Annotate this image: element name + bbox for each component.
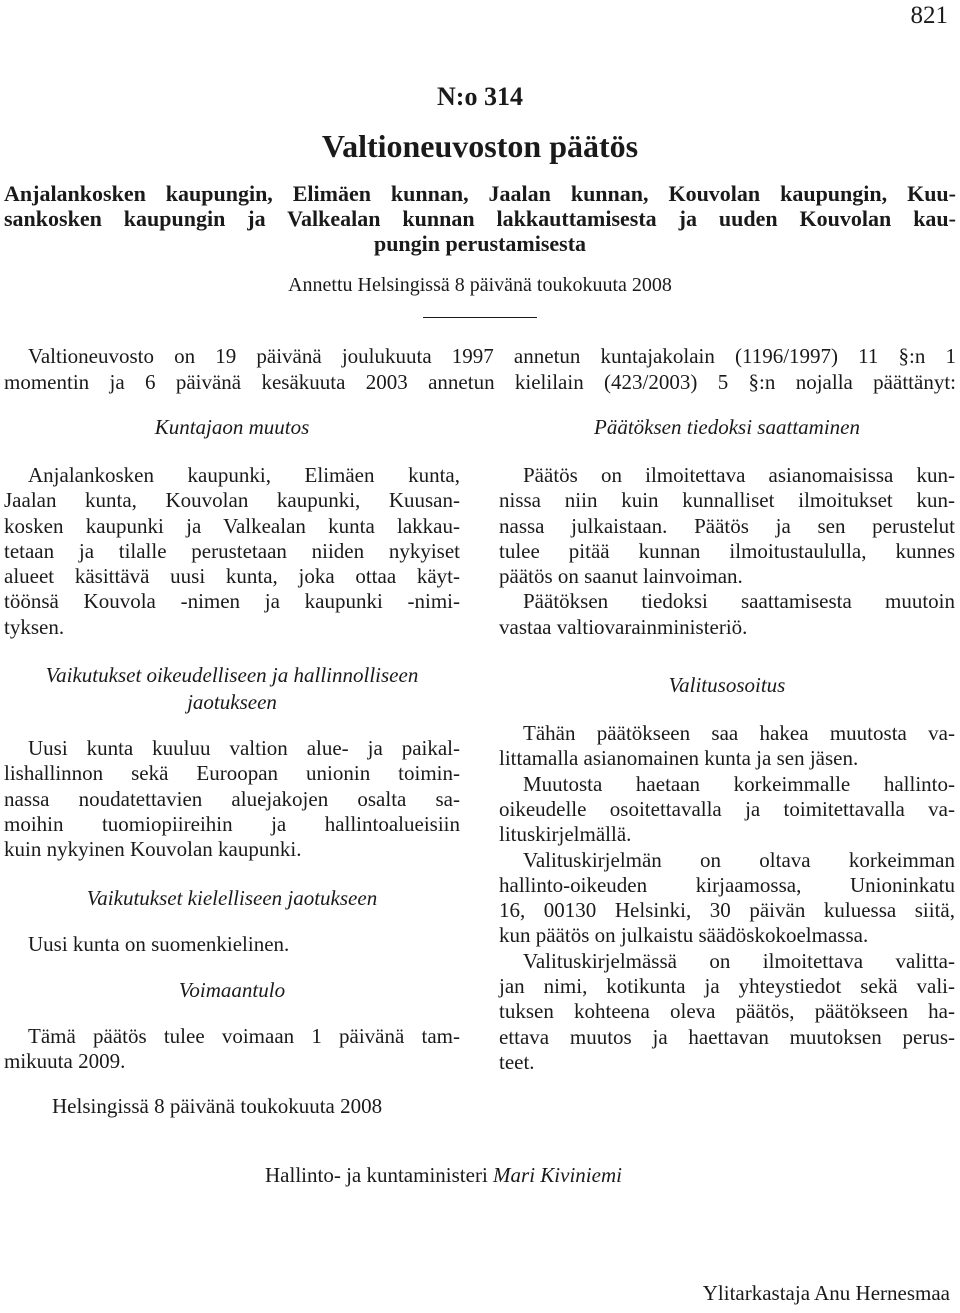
preamble-line: Valtioneuvosto on 19 päivänä joulukuuta 1997 annetun kuntajakolain (1196/1997) 11 §:n 1 [28, 344, 956, 368]
text-line: 16, 00130 Helsinki, 30 päivän kuluessa siitä, [499, 898, 955, 923]
statute-number: N:o 314 [437, 82, 523, 111]
section-heading-vaikutukset-hallinnolliseen [4, 662, 460, 716]
subject-line: Anjalankosken kaupungin, Elimäen kunnan, Jaalan kunnan, Kouvolan kaupungin, Kuu- [4, 181, 956, 206]
text-line: Tämä päätös tulee voimaan 1 päivänä tam- [28, 1023, 460, 1048]
text-line: nassa noudatettavien aluejakojen osalta sa- [4, 786, 460, 811]
section-heading-kuntajaon-muutos: Kuntajaon muutos [154, 415, 310, 439]
text-line: tuksen kohteena oleva päätös, päätökseen ha- [499, 999, 955, 1024]
paragraph-valitus-2 [499, 772, 955, 848]
paragraph-voimaantulo [4, 1024, 460, 1075]
paragraph-kielellinen [4, 932, 460, 957]
given-line: Annettu Helsingissä 8 päivänä toukokuuta 2008 [288, 274, 672, 296]
text-line: nissa niin kuin kunnalliset ilmoitukset kun- [499, 488, 955, 513]
text-line: alueet käsittävä uusi kunta, joka ottaa käyt- [4, 564, 460, 589]
text-line: kuin nykyinen Kouvolan kaupunki. [4, 837, 302, 862]
text-line: Tähän päätökseen saa hakea muutosta va- [523, 721, 955, 746]
document-subject [4, 181, 956, 256]
text-line: tulee pitää kunnan ilmoitustaululla, kunnes [499, 538, 955, 563]
signature-minister [265, 1163, 622, 1188]
paragraph-vaikutukset-hallinnolliseen [4, 736, 460, 862]
text-line: kun päätös on julkaistu säädöskokoelmassa. [499, 923, 869, 948]
document-type-title: Valtioneuvoston päätös [321, 128, 639, 164]
signatory-name: Mari Kiviniemi [493, 1163, 622, 1187]
text-line: Muutosta haetaan korkeimmalle hallinto- [523, 771, 955, 796]
text-line: tetaan ja tilalle perustetaan niiden nykyiset [4, 538, 460, 563]
right-column [499, 414, 955, 1075]
paragraph-valitus-1 [499, 721, 955, 772]
text-line: nassa julkaistaan. Päätös ja sen perustelut [499, 513, 955, 538]
section-heading-voimaantulo: Voimaantulo [178, 977, 286, 1002]
text-line: päätös on saanut lainvoiman. [499, 564, 743, 589]
text-line: tyksen. [4, 614, 65, 639]
heading-line: Vaikutukset oikeudelliseen ja hallinnolliseen [45, 663, 419, 688]
text-line: Valituskirjelmän on oltava korkeimman [523, 847, 955, 872]
text-line: Anjalankosken kaupunki, Elimäen kunta, [28, 463, 460, 487]
signature-inspector: Ylitarkastaja Anu Hernesmaa [702, 1281, 950, 1305]
text-line: vastaa valtiovarainministeriö. [499, 614, 748, 639]
section-heading-kielellinen: Vaikutukset kielelliseen jaotukseen [86, 885, 378, 910]
text-line: Päätös on ilmoitettava asianomaisissa kun- [523, 463, 955, 487]
left-column [4, 414, 460, 1074]
signatory-title: Hallinto- ja kuntaministeri [265, 1163, 488, 1187]
subject-line: pungin perustamisesta [373, 231, 587, 256]
text-line: oikeudelle osoitettavalla ja toimitettavalla va- [499, 796, 955, 821]
text-line: teet. [499, 1049, 535, 1074]
paragraph-tiedoksi-2 [499, 589, 955, 640]
text-line: Uusi kunta kuuluu valtion alue- ja paikal- [28, 736, 460, 761]
text-line: littamalla asianomainen kunta ja sen jäsen. [499, 746, 859, 771]
text-line: Uusi kunta on suomenkielinen. [28, 931, 290, 956]
text-line: lishallinnon sekä Euroopan unionin toimin- [4, 761, 460, 786]
separator-rule [423, 317, 537, 318]
section-heading-valitusosoitus: Valitusosoitus [668, 673, 786, 698]
place-and-date: Helsingissä 8 päivänä toukokuuta 2008 [52, 1094, 383, 1118]
paragraph-kuntajaon-muutos [4, 463, 460, 640]
text-line: ettava muutos ja haettavan muutoksen perus- [499, 1024, 955, 1049]
text-line: jan nimi, kotikunta ja yhteystiedot sekä vali- [499, 974, 955, 999]
text-line: kosken kaupunki ja Valkealan kunta lakkau- [4, 513, 460, 538]
text-line: Päätöksen tiedoksi saattamisesta muutoin [523, 589, 955, 614]
paragraph-valitus-4 [499, 949, 955, 1075]
text-line: Jaalan kunta, Kouvolan kaupunki, Kuusan- [4, 488, 460, 513]
paragraph-valitus-3 [499, 848, 955, 949]
subject-line: sankosken kaupungin ja Valkealan kunnan lakkauttamisesta ja uuden Kouvolan kau- [4, 206, 956, 231]
text-line: töönsä Kouvola -nimen ja kaupunki -nimi- [4, 589, 460, 614]
section-heading-tiedoksi-saattaminen: Päätöksen tiedoksi saattaminen [594, 415, 860, 439]
text-line: lituskirjelmällä. [499, 822, 632, 847]
text-line: hallinto-oikeuden kirjaamossa, Unioninkatu [499, 872, 955, 897]
heading-line: jaotukseen [187, 690, 277, 715]
page-number: 821 [910, 2, 948, 29]
preamble [4, 343, 956, 395]
preamble-line: momentin ja 6 päivänä kesäkuuta 2003 annetun kielilain (423/2003) 5 §:n nojalla päättänyt: [4, 370, 956, 394]
text-line: mikuuta 2009. [4, 1049, 126, 1074]
text-line: moihin tuomiopiireihin ja hallintoalueisiin [4, 811, 460, 836]
paragraph-tiedoksi-1 [499, 463, 955, 589]
text-line: Valituskirjelmässä on ilmoitettava valitta- [523, 948, 955, 973]
